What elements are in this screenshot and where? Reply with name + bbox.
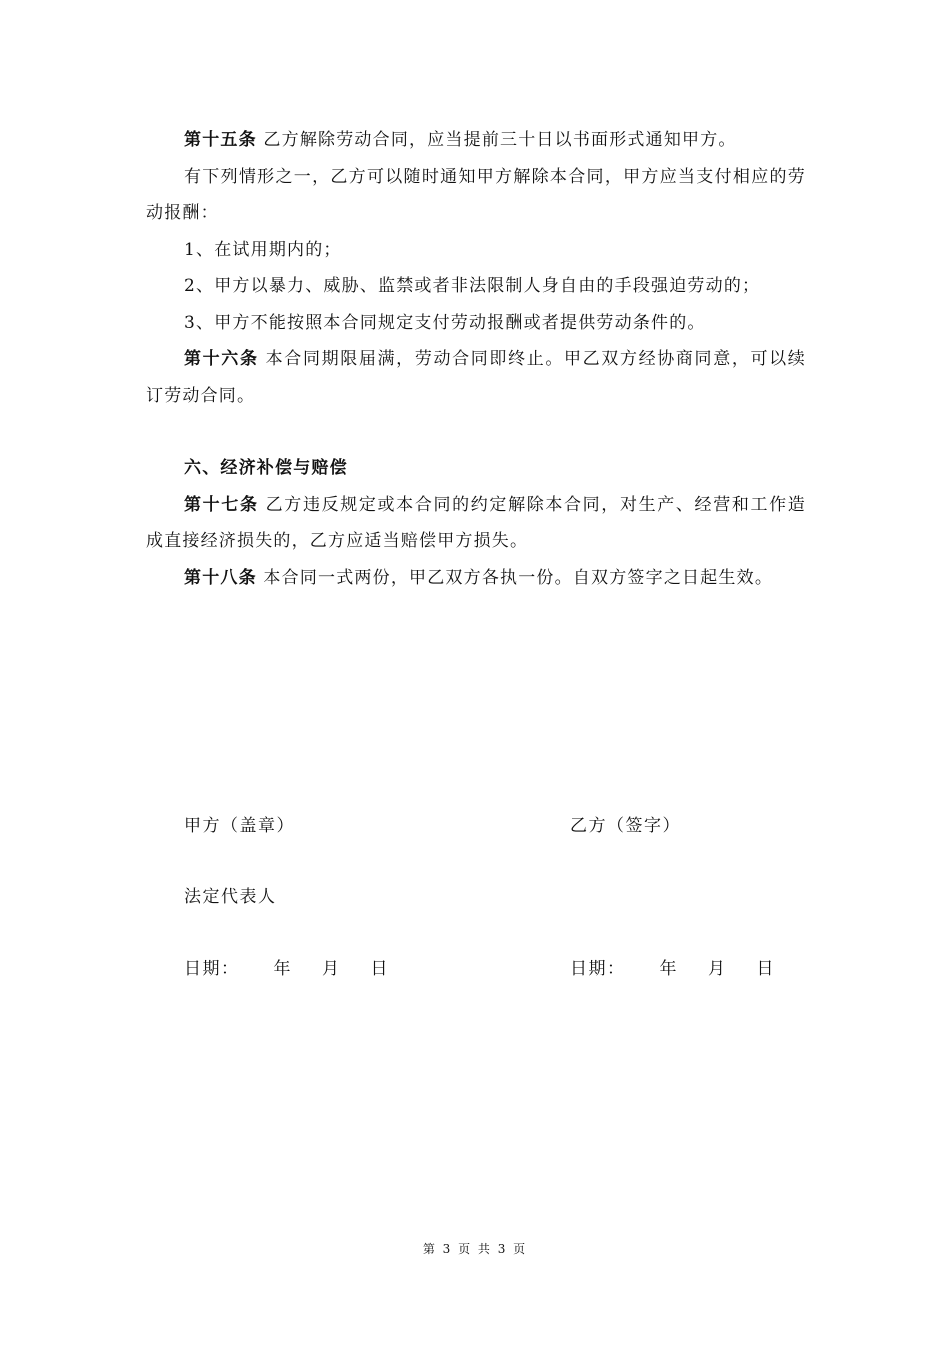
party-b-date-line [570,957,775,981]
clause-17-text: 乙方违反规定或本合同的约定解除本合同，对生产、经营和工作造成直接经济损失的，乙方应适当赔偿甲方损失。 [146,494,806,551]
condition-item-1-text: 1、在试用期内的； [184,239,342,260]
clause-16-label: 第十六条 [184,349,259,369]
clause-16 [146,341,806,414]
condition-item-3 [146,305,806,342]
clause-16-text: 本合同期限届满，劳动合同即终止。甲乙双方经协商同意，可以续订劳动合同。 [146,349,806,406]
clause-18-text: 本合同一式两份，甲乙双方各执一份。自双方签字之日起生效。 [256,567,774,588]
condition-item-2-text: 2、甲方以暴力、威胁、监禁或者非法限制人身自由的手段强迫劳动的； [184,276,761,296]
party-a-year: 年 [273,959,292,979]
party-b-day: 日 [756,959,775,979]
conditions-intro-text: 有下列情形之一，乙方可以随时通知甲方解除本合同，甲方应当支付相应的劳动报酬： [146,166,806,223]
clause-15 [146,122,806,159]
section-heading: 六、经济补偿与赔偿 [184,458,348,478]
clause-17-label: 第十七条 [184,494,259,515]
clause-15-conditions-intro [146,159,806,232]
clause-18 [146,560,806,597]
condition-item-1 [146,232,806,269]
clause-18-label: 第十八条 [184,567,257,588]
clause-17 [146,487,806,560]
party-a-date-line [184,957,389,981]
party-a-month: 月 [322,959,341,979]
party-b-year: 年 [659,959,678,979]
page-number-footer: 第 3 页 共 3 页 [422,1242,528,1256]
condition-item-2 [146,268,806,305]
clause-15-text: 乙方解除劳动合同，应当提前三十日以书面形式通知甲方。 [256,130,737,150]
party-b-sign-label: 乙方（签字） [570,816,681,836]
legal-representative-label: 法定代表人 [184,887,277,907]
party-b-month: 月 [708,959,727,979]
condition-item-3-text: 3、甲方不能按照本合同规定支付劳动报酬或者提供劳动条件的。 [184,312,706,333]
clause-15-label: 第十五条 [184,130,257,150]
party-b-date-label: 日期： [570,959,626,979]
party-a-day: 日 [370,959,389,979]
party-a-date-label: 日期： [184,959,240,979]
contract-body [146,122,806,596]
party-a-seal-label: 甲方（盖章） [184,816,295,836]
